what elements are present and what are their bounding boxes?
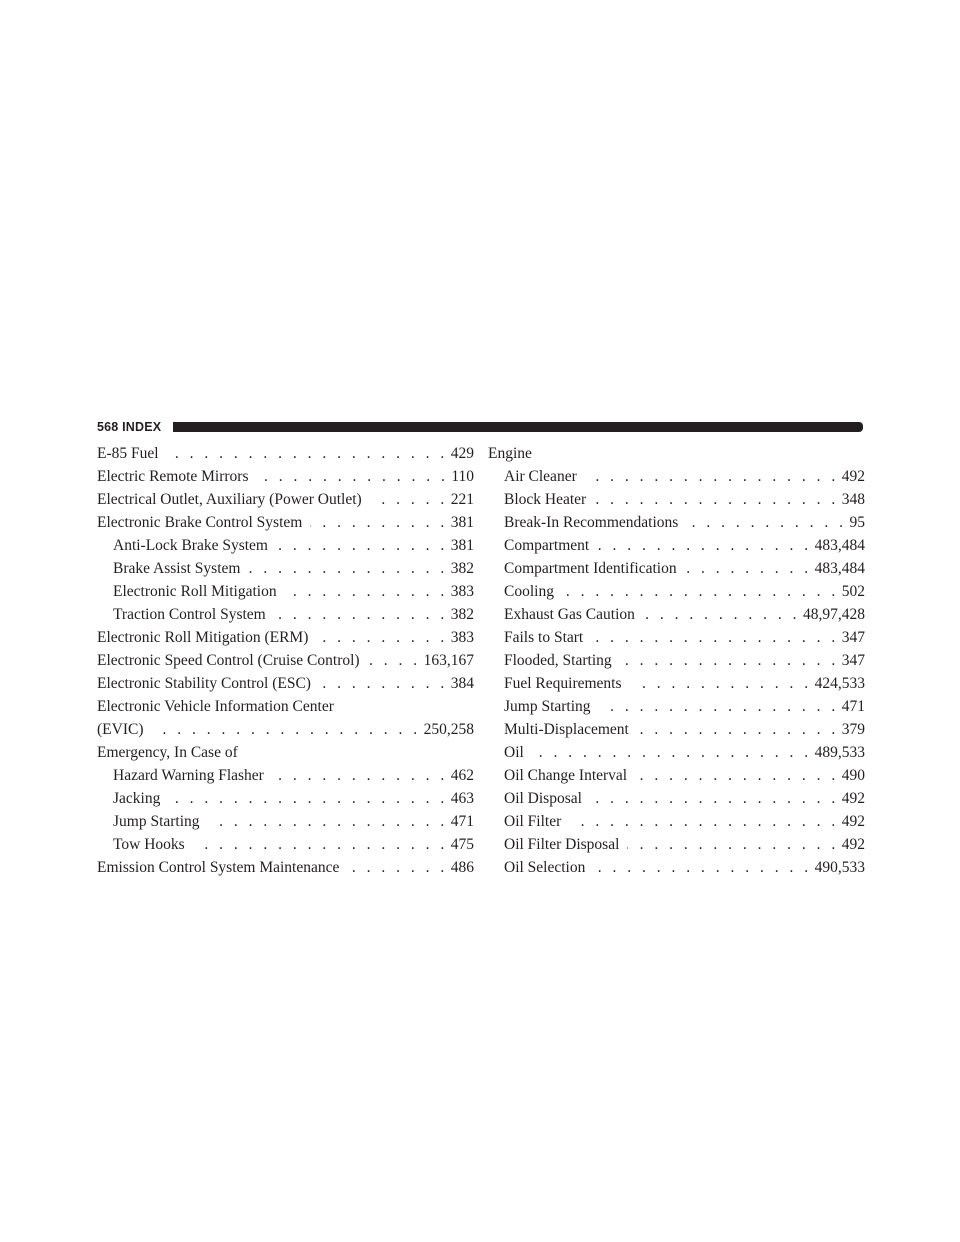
dot-leader xyxy=(272,764,448,787)
dot-leader xyxy=(370,488,448,511)
entry-page: 95 xyxy=(849,514,865,531)
entry-page: 490 xyxy=(841,767,865,784)
entry-page: 347 xyxy=(841,652,865,669)
entry-label: Cooling xyxy=(504,583,554,600)
entry-label: Compartment xyxy=(504,537,590,554)
header-rule xyxy=(173,422,863,432)
index-column-right xyxy=(488,442,865,879)
entry-page: 462 xyxy=(450,767,474,784)
entry-page: 471 xyxy=(841,698,865,715)
index-subentry[interactable] xyxy=(488,465,865,488)
entry-page: 471 xyxy=(450,813,474,830)
entry-label: Oil Filter Disposal xyxy=(504,836,620,853)
index-entry[interactable] xyxy=(97,672,474,695)
entry-label: Oil Selection xyxy=(504,859,586,876)
dot-leader xyxy=(599,695,839,718)
index-subentry[interactable] xyxy=(488,856,865,879)
entry-label: Oil xyxy=(504,744,524,761)
index-subentry[interactable] xyxy=(97,764,474,787)
dot-leader xyxy=(167,442,448,465)
dot-leader xyxy=(274,603,448,626)
entry-page: 163,167 xyxy=(423,652,474,669)
entry-page: 48,97,428 xyxy=(803,606,865,623)
entry-page: 489,533 xyxy=(814,744,865,761)
entry-label: Traction Control System xyxy=(113,606,266,623)
entry-label: Hazard Warning Flasher xyxy=(113,767,264,784)
index-subentry[interactable] xyxy=(488,488,865,511)
dot-leader xyxy=(310,511,447,534)
dot-leader xyxy=(347,856,447,879)
index-subentry[interactable] xyxy=(488,833,865,856)
dot-leader xyxy=(637,718,839,741)
index-subentry[interactable] xyxy=(97,534,474,557)
entry-label: Break-In Recommendations xyxy=(504,514,679,531)
index-subentry[interactable] xyxy=(97,833,474,856)
entry-label: Oil Disposal xyxy=(504,790,582,807)
index-entry[interactable] xyxy=(97,442,474,465)
entry-label: Oil Filter xyxy=(504,813,562,830)
index-subentry[interactable] xyxy=(488,741,865,764)
dot-leader xyxy=(643,603,800,626)
index-subentry[interactable] xyxy=(97,810,474,833)
index-subentry[interactable] xyxy=(97,580,474,603)
dot-leader xyxy=(168,787,447,810)
entry-page: 492 xyxy=(841,836,865,853)
index-subentry[interactable] xyxy=(488,511,865,534)
entry-label: Brake Assist System xyxy=(113,560,241,577)
index-entry[interactable] xyxy=(97,856,474,879)
entry-label: Flooded, Starting xyxy=(504,652,612,669)
entry-page: 221 xyxy=(450,491,474,508)
dot-leader xyxy=(620,649,839,672)
entry-label: Jump Starting xyxy=(113,813,200,830)
dot-leader xyxy=(248,557,447,580)
index-entry[interactable] xyxy=(97,488,474,511)
dot-leader xyxy=(590,787,839,810)
dot-leader xyxy=(276,534,448,557)
entry-page: 475 xyxy=(450,836,474,853)
entry-label: E-85 Fuel xyxy=(97,445,159,462)
entry-page: 383 xyxy=(450,583,474,600)
dot-leader xyxy=(319,672,448,695)
entry-page: 379 xyxy=(841,721,865,738)
entry-page: 492 xyxy=(841,813,865,830)
entry-label: Compartment Identification xyxy=(504,560,677,577)
index-subentry[interactable] xyxy=(488,580,865,603)
entry-label: Emission Control System Maintenance xyxy=(97,859,340,876)
entry-label: Jacking xyxy=(113,790,161,807)
index-entry[interactable] xyxy=(97,626,474,649)
entry-page: 502 xyxy=(841,583,865,600)
entry-page: 429 xyxy=(450,445,474,462)
entry-page: 381 xyxy=(450,537,474,554)
entry-label: Electric Remote Mirrors xyxy=(97,468,249,485)
index-column-left xyxy=(97,442,474,879)
index-subentry[interactable] xyxy=(488,672,865,695)
index-heading: Emergency, In Case of xyxy=(97,744,238,761)
entry-page: 250,258 xyxy=(423,721,474,738)
entry-label: Air Cleaner xyxy=(504,468,577,485)
index-subentry[interactable] xyxy=(488,718,865,741)
entry-page: 384 xyxy=(450,675,474,692)
entry-page: 381 xyxy=(450,514,474,531)
entry-page: 490,533 xyxy=(814,859,865,876)
entry-label: Block Heater xyxy=(504,491,587,508)
dot-leader xyxy=(627,833,838,856)
index-subentry[interactable] xyxy=(97,787,474,810)
dot-leader xyxy=(208,810,448,833)
dot-leader xyxy=(591,626,839,649)
index-subentry[interactable] xyxy=(488,649,865,672)
dot-leader xyxy=(532,741,812,764)
index-entry[interactable] xyxy=(97,649,474,672)
entry-page: 347 xyxy=(841,629,865,646)
entry-label: Anti-Lock Brake System xyxy=(113,537,268,554)
dot-leader xyxy=(285,580,448,603)
entry-label: Multi-Displacement xyxy=(504,721,629,738)
entry-label: Electronic Speed Control (Cruise Control) xyxy=(97,652,360,669)
dot-leader xyxy=(316,626,447,649)
entry-page: 486 xyxy=(450,859,474,876)
index-subentry[interactable] xyxy=(488,603,865,626)
index-subentry[interactable] xyxy=(97,557,474,580)
page-header xyxy=(97,419,863,435)
dot-leader xyxy=(686,511,846,534)
dot-leader xyxy=(630,672,812,695)
index-subentry[interactable] xyxy=(488,695,865,718)
entry-label: (EVIC) xyxy=(97,721,144,738)
index-subentry[interactable] xyxy=(488,557,865,580)
dot-leader xyxy=(594,488,839,511)
dot-leader xyxy=(635,764,839,787)
entry-label: Electronic Brake Control System xyxy=(97,514,303,531)
entry-page: 463 xyxy=(450,790,474,807)
entry-label: Electronic Roll Mitigation (ERM) xyxy=(97,629,309,646)
entry-label: Exhaust Gas Caution xyxy=(504,606,635,623)
entry-label: Fuel Requirements xyxy=(504,675,622,692)
index-subentry[interactable] xyxy=(488,626,865,649)
dot-leader xyxy=(685,557,812,580)
entry-page: 382 xyxy=(450,606,474,623)
index-subentry[interactable] xyxy=(97,603,474,626)
entry-page: 492 xyxy=(841,468,865,485)
entry-page: 483,484 xyxy=(814,560,865,577)
entry-label: Electronic Roll Mitigation xyxy=(113,583,277,600)
entry-page: 383 xyxy=(450,629,474,646)
dot-leader xyxy=(368,649,421,672)
dot-leader xyxy=(585,465,839,488)
index-heading: Engine xyxy=(488,445,532,462)
dot-leader xyxy=(597,534,811,557)
entry-page: 110 xyxy=(451,468,474,485)
index-entry[interactable] xyxy=(97,511,474,534)
index-subentry[interactable] xyxy=(488,810,865,833)
index-subentry[interactable] xyxy=(488,787,865,810)
index-entry[interactable] xyxy=(97,718,474,741)
entry-label: Jump Starting xyxy=(504,698,591,715)
entry-page: 348 xyxy=(841,491,865,508)
entry-label: Oil Change Interval xyxy=(504,767,628,784)
entry-page: 492 xyxy=(841,790,865,807)
entry-label: Fails to Start xyxy=(504,629,584,646)
dot-leader xyxy=(257,465,449,488)
dot-leader xyxy=(152,718,421,741)
index-subentry[interactable] xyxy=(488,534,865,557)
index-heading: Electronic Vehicle Information Center xyxy=(97,698,334,715)
entry-label: Tow Hooks xyxy=(113,836,185,853)
entry-label: Electrical Outlet, Auxiliary (Power Outlet) xyxy=(97,491,362,508)
entry-page: 483,484 xyxy=(814,537,865,554)
entry-page: 424,533 xyxy=(814,675,865,692)
dot-leader xyxy=(593,856,811,879)
dot-leader xyxy=(193,833,448,856)
dot-leader xyxy=(569,810,838,833)
entry-label: Electronic Stability Control (ESC) xyxy=(97,675,311,692)
dot-leader xyxy=(562,580,839,603)
page-number-label: 568 INDEX xyxy=(97,420,162,434)
index-entry[interactable] xyxy=(97,465,474,488)
entry-page: 382 xyxy=(450,560,474,577)
index-subentry[interactable] xyxy=(488,764,865,787)
